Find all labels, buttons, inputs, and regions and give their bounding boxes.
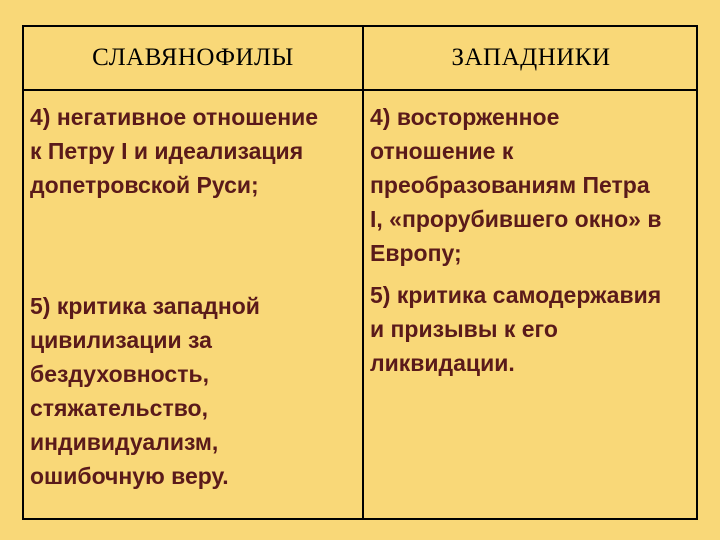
header-slavophiles: СЛАВЯНОФИЛЫ xyxy=(92,44,294,71)
header-westernizers: ЗАПАДНИКИ xyxy=(451,44,611,71)
slavophiles-point-4: 4) негативное отношение к Петру I и идеализация допетровской Руси; xyxy=(30,104,319,198)
slavophiles-point-5: 5) критика западной цивилизации за бездуховность, стяжательство, индивидуализм, ошибочную веру. xyxy=(30,293,260,489)
westernizers-point-5: 5) критика самодержавия и призывы к его ликвидации. xyxy=(370,282,662,376)
header-divider xyxy=(24,89,696,91)
comparison-table xyxy=(22,25,698,520)
column-divider xyxy=(362,27,364,518)
westernizers-point-4: 4) восторженное отношение к преобразованиям Петра I, «прорубившего окно» в Европу; xyxy=(370,104,662,266)
